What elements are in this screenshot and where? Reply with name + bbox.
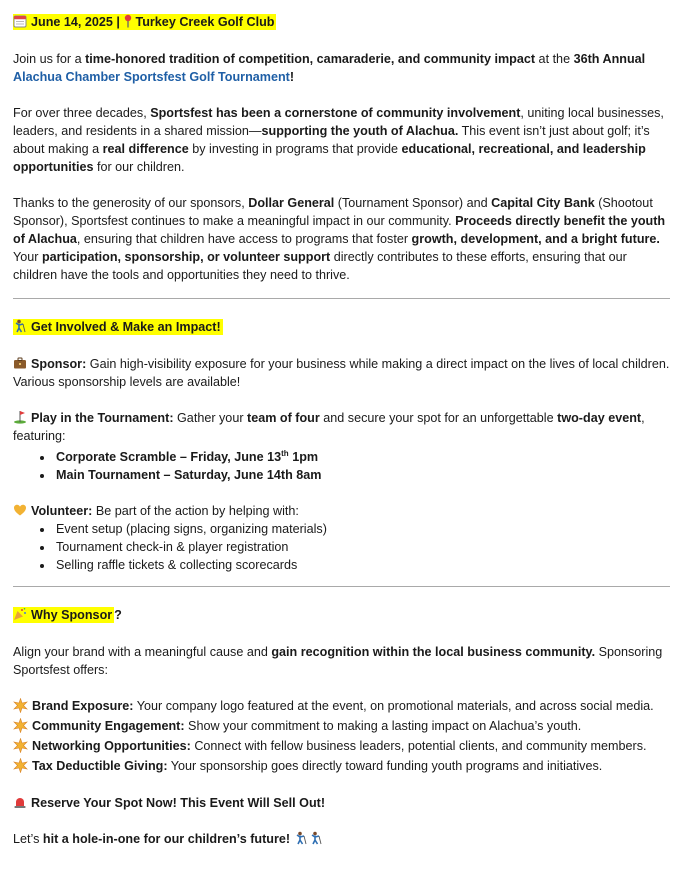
sponsor-name: Capital City Bank — [491, 196, 595, 210]
benefit-label: Tax Deductible Giving: — [32, 759, 168, 773]
sponsors-bold: growth, development, and a bright future. — [411, 232, 660, 246]
why-heading-text: Why Sponsor — [31, 608, 113, 622]
intro-text: Join us for a — [13, 52, 86, 66]
volunteer-option — [13, 502, 670, 520]
golfer-icon — [309, 831, 323, 845]
list-item — [54, 466, 670, 484]
intro-bold: 36th Annual — [573, 52, 646, 66]
benefit-item — [13, 756, 670, 776]
history-text: This event isn’t just about golf; it’s about making a — [13, 124, 650, 156]
benefit-item — [13, 696, 670, 716]
why-heading-suffix: ? — [114, 608, 122, 622]
support-paragraph — [13, 248, 670, 284]
involved-heading — [13, 317, 670, 337]
sponsors-text: (Tournament Sponsor) and — [334, 196, 492, 210]
play-option — [13, 409, 670, 445]
list-item: • Selling raffle tickets & collecting scorecards — [54, 556, 670, 574]
history-paragraph — [13, 104, 670, 176]
history-text: , uniting local businesses, leaders, and residents in a shared mission— — [13, 106, 664, 138]
sparkle-icon — [13, 738, 28, 753]
schedule-main: Main Tournament – Saturday, June 14th 8am — [56, 468, 322, 482]
schedule-superscript: th — [281, 449, 289, 458]
list-item: • Tournament check-in & player registration — [54, 538, 670, 556]
benefit-item — [13, 736, 670, 756]
why-heading — [13, 605, 670, 625]
volunteer-option-label: Volunteer: — [31, 504, 93, 518]
why-text: Sponsoring Sportsfest offers: — [13, 645, 663, 677]
benefit-text: Show your commitment to making a lasting impact on Alachua’s youth. — [184, 719, 582, 733]
play-option-bold: two-day event — [557, 411, 642, 425]
play-option-text: , featuring: — [13, 411, 645, 443]
schedule-scramble: Corporate Scramble – Friday, June 13 — [56, 450, 282, 464]
involved-heading-text: Get Involved & Make an Impact! — [31, 320, 221, 334]
benefit-label: Brand Exposure: — [32, 699, 134, 713]
play-option-bold: team of four — [247, 411, 320, 425]
closing-line — [13, 830, 670, 848]
support-bold: participation, sponsorship, or volunteer support — [41, 250, 331, 264]
sponsors-text: (Shootout Sponsor), Sportsfest continues to make a meaningful impact in our community. — [13, 196, 653, 228]
history-bold: real difference — [102, 142, 189, 156]
volunteer-task-list — [13, 520, 670, 574]
support-text: Your — [13, 250, 42, 264]
golfer-icon — [13, 319, 27, 333]
briefcase-icon — [13, 356, 27, 370]
list-item: • Event setup (placing signs, organizing materials) — [54, 520, 670, 538]
event-venue: Turkey Creek Golf Club — [135, 15, 275, 29]
header-separator: | — [112, 15, 124, 29]
volunteer-option-text: Be part of the action by helping with: — [92, 504, 299, 518]
map-pin-icon — [123, 14, 133, 28]
why-bold: gain recognition within the local business community. — [271, 645, 596, 659]
sponsors-bold: Proceeds directly benefit the youth of Alachua — [13, 214, 666, 246]
reserve-callout — [13, 794, 670, 812]
play-option-text: and secure your spot for an unforgettable — [319, 411, 558, 425]
closing-bold: hit a hole-in-one for our children’s future! — [42, 832, 291, 846]
intro-paragraph — [13, 50, 670, 86]
benefit-text: Connect with fellow business leaders, potential clients, and community members. — [190, 739, 647, 753]
calendar-icon — [13, 14, 27, 28]
history-text: for our children. — [93, 160, 185, 174]
benefit-label: Community Engagement: — [32, 719, 185, 733]
history-bold: educational, recreational, and leadership opportunities — [13, 142, 646, 174]
intro-bold: time-honored tradition of competition, camaraderie, and community impact — [85, 52, 536, 66]
benefit-item — [13, 716, 670, 736]
benefits-list — [13, 696, 670, 776]
intro-bold: ! — [289, 70, 295, 84]
siren-icon — [13, 795, 27, 809]
event-header-highlight — [13, 14, 276, 30]
sponsor-option — [13, 355, 670, 391]
history-text: by investing in programs that provide — [188, 142, 402, 156]
sponsors-paragraph — [13, 194, 670, 248]
why-paragraph — [13, 643, 670, 679]
golfer-icon — [294, 831, 308, 845]
history-text: For over three decades, — [13, 106, 151, 120]
play-schedule-list — [13, 445, 670, 484]
tournament-link[interactable]: Alachua Chamber Sportsfest Golf Tournament — [13, 70, 290, 84]
benefit-label: Networking Opportunities: — [32, 739, 191, 753]
list-item — [54, 445, 670, 466]
benefit-text: Your sponsorship goes directly toward funding youth programs and initiatives. — [167, 759, 603, 773]
benefit-text: Your company logo featured at the event, on promotional materials, and across social media. — [133, 699, 654, 713]
sparkle-icon — [13, 718, 28, 733]
sponsor-option-label: Sponsor: — [31, 357, 87, 371]
involved-heading-highlight — [13, 319, 223, 335]
heart-icon — [13, 503, 27, 517]
history-bold: supporting the youth of Alachua. — [261, 124, 459, 138]
sparkle-icon — [13, 698, 28, 713]
reserve-text: Reserve Your Spot Now! This Event Will Sell Out! — [31, 796, 326, 810]
play-option-label: Play in the Tournament: — [31, 411, 174, 425]
sponsors-text: Thanks to the generosity of our sponsors, — [13, 196, 249, 210]
sponsors-text: , ensuring that children have access to programs that foster — [76, 232, 412, 246]
intro-text: at the — [535, 52, 574, 66]
support-text: directly contributes to these efforts, ensuring that our children have the tools and opportunities they need to thrive. — [13, 250, 627, 282]
history-bold: Sportsfest has been a cornerstone of community involvement — [150, 106, 521, 120]
why-text: Align your brand with a meaningful cause and — [13, 645, 272, 659]
sparkle-icon — [13, 758, 28, 773]
play-option-text: Gather your — [173, 411, 248, 425]
sponsor-option-text: Gain high-visibility exposure for your business while making a direct impact on the lives of local children. Various sponsorship levels are available! — [13, 357, 670, 389]
party-popper-icon — [13, 607, 27, 621]
closing-text: Let’s — [13, 832, 43, 846]
event-date: June 14, 2025 — [31, 15, 113, 29]
event-header — [13, 12, 670, 32]
schedule-scramble-time: 1pm — [288, 450, 319, 464]
golf-flag-icon — [13, 410, 27, 424]
sponsor-name: Dollar General — [248, 196, 335, 210]
why-heading-highlight — [13, 607, 114, 623]
